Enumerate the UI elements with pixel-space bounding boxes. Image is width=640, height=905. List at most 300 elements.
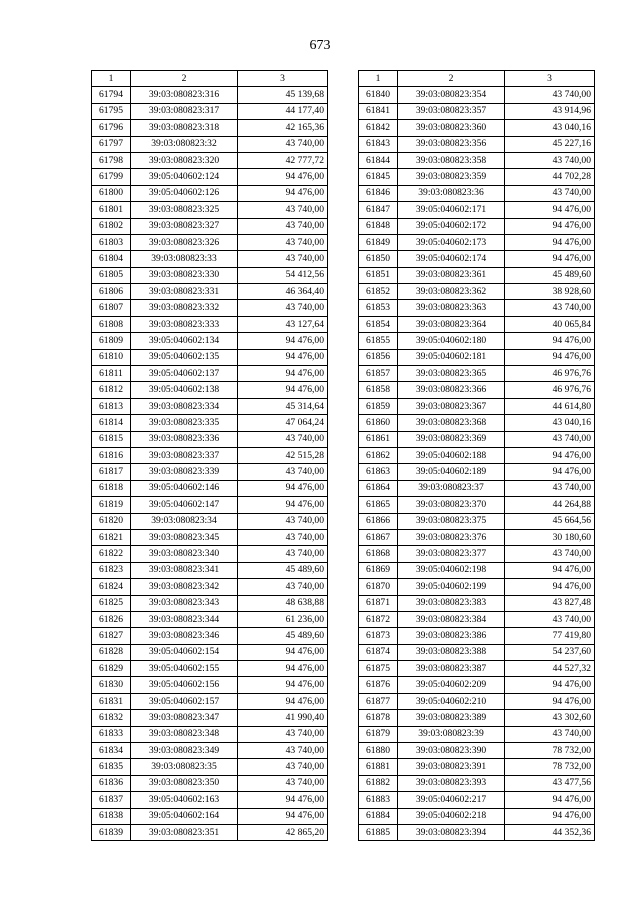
cadastral-number-cell: 39:03:080823:343 [131, 595, 238, 611]
table-row [359, 349, 595, 365]
table-row [92, 677, 328, 693]
value-cell: 43 740,00 [505, 185, 595, 201]
row-number-cell: 61802 [92, 218, 131, 234]
row-number-cell: 61831 [92, 693, 131, 709]
cadastral-number-cell: 39:03:080823:332 [131, 300, 238, 316]
value-cell: 38 928,60 [505, 284, 595, 300]
table-row [92, 120, 328, 136]
value-cell: 43 740,00 [505, 480, 595, 496]
table-row [359, 661, 595, 677]
table-row [359, 562, 595, 578]
value-cell: 78 732,00 [505, 743, 595, 759]
value-cell: 43 914,96 [505, 103, 595, 119]
header-col-2: 2 [131, 71, 238, 87]
table-row [359, 234, 595, 250]
row-number-cell: 61874 [359, 644, 398, 660]
table-row [92, 513, 328, 529]
header-col-2: 2 [398, 71, 505, 87]
value-cell: 94 476,00 [505, 333, 595, 349]
table-header-row [92, 71, 328, 87]
cadastral-number-cell: 39:03:080823:368 [398, 415, 505, 431]
value-cell: 94 476,00 [505, 693, 595, 709]
table-row [92, 464, 328, 480]
cadastral-number-cell: 39:05:040602:199 [398, 579, 505, 595]
value-cell: 94 476,00 [238, 661, 328, 677]
value-cell: 43 740,00 [505, 152, 595, 168]
cadastral-number-cell: 39:05:040602:156 [131, 677, 238, 693]
value-cell: 94 476,00 [238, 366, 328, 382]
row-number-cell: 61825 [92, 595, 131, 611]
row-number-cell: 61844 [359, 152, 398, 168]
value-cell: 43 740,00 [505, 611, 595, 627]
row-number-cell: 61797 [92, 136, 131, 152]
row-number-cell: 61864 [359, 480, 398, 496]
value-cell: 94 476,00 [505, 562, 595, 578]
row-number-cell: 61860 [359, 415, 398, 431]
value-cell: 94 476,00 [505, 464, 595, 480]
table-row [92, 284, 328, 300]
table-row [92, 382, 328, 398]
row-number-cell: 61822 [92, 546, 131, 562]
table-row [92, 628, 328, 644]
cadastral-number-cell: 39:03:080823:369 [398, 431, 505, 447]
cadastral-number-cell: 39:03:080823:340 [131, 546, 238, 562]
table-row [359, 447, 595, 463]
value-cell: 44 352,36 [505, 824, 595, 840]
table-row [359, 316, 595, 332]
cadastral-number-cell: 39:03:080823:394 [398, 824, 505, 840]
table-row [92, 824, 328, 840]
row-number-cell: 61809 [92, 333, 131, 349]
value-cell: 43 740,00 [238, 464, 328, 480]
cadastral-number-cell: 39:03:080823:331 [131, 284, 238, 300]
table-row [92, 349, 328, 365]
table-row [92, 415, 328, 431]
value-cell: 47 064,24 [238, 415, 328, 431]
cadastral-number-cell: 39:03:080823:390 [398, 743, 505, 759]
row-number-cell: 61817 [92, 464, 131, 480]
table-row [92, 185, 328, 201]
value-cell: 43 040,16 [505, 120, 595, 136]
row-number-cell: 61810 [92, 349, 131, 365]
table-row [359, 202, 595, 218]
row-number-cell: 61828 [92, 644, 131, 660]
cadastral-number-cell: 39:05:040602:147 [131, 497, 238, 513]
table-row [359, 497, 595, 513]
value-cell: 42 515,28 [238, 447, 328, 463]
table-row [92, 710, 328, 726]
cadastral-number-cell: 39:03:080823:39 [398, 726, 505, 742]
value-cell: 43 740,00 [238, 251, 328, 267]
cadastral-number-cell: 39:03:080823:33 [131, 251, 238, 267]
value-cell: 46 364,40 [238, 284, 328, 300]
value-cell: 40 065,84 [505, 316, 595, 332]
cadastral-number-cell: 39:05:040602:172 [398, 218, 505, 234]
cadastral-number-cell: 39:05:040602:135 [131, 349, 238, 365]
value-cell: 46 976,76 [505, 382, 595, 398]
table-row [359, 169, 595, 185]
row-number-cell: 61861 [359, 431, 398, 447]
row-number-cell: 61878 [359, 710, 398, 726]
row-number-cell: 61845 [359, 169, 398, 185]
row-number-cell: 61859 [359, 398, 398, 414]
table-row [359, 611, 595, 627]
value-cell: 43 740,00 [505, 431, 595, 447]
table-row [92, 562, 328, 578]
value-cell: 44 614,80 [505, 398, 595, 414]
value-cell: 94 476,00 [238, 349, 328, 365]
cadastral-number-cell: 39:03:080823:318 [131, 120, 238, 136]
table-row [359, 464, 595, 480]
row-number-cell: 61804 [92, 251, 131, 267]
value-cell: 46 976,76 [505, 366, 595, 382]
table-row [92, 480, 328, 496]
table-row [359, 120, 595, 136]
row-number-cell: 61837 [92, 792, 131, 808]
cadastral-number-cell: 39:03:080823:388 [398, 644, 505, 660]
table-row [92, 87, 328, 103]
row-number-cell: 61840 [359, 87, 398, 103]
table-row [359, 775, 595, 791]
cadastral-number-cell: 39:03:080823:339 [131, 464, 238, 480]
row-number-cell: 61863 [359, 464, 398, 480]
value-cell: 44 177,40 [238, 103, 328, 119]
cadastral-number-cell: 39:03:080823:32 [131, 136, 238, 152]
table-row [359, 628, 595, 644]
row-number-cell: 61872 [359, 611, 398, 627]
cadastral-number-cell: 39:03:080823:335 [131, 415, 238, 431]
table-row [92, 169, 328, 185]
table-row [92, 497, 328, 513]
cadastral-number-cell: 39:05:040602:181 [398, 349, 505, 365]
table-row [92, 103, 328, 119]
row-number-cell: 61842 [359, 120, 398, 136]
cadastral-number-cell: 39:05:040602:174 [398, 251, 505, 267]
row-number-cell: 61882 [359, 775, 398, 791]
cadastral-number-cell: 39:05:040602:137 [131, 366, 238, 382]
cadastral-number-cell: 39:03:080823:330 [131, 267, 238, 283]
cadastral-number-cell: 39:03:080823:387 [398, 661, 505, 677]
row-number-cell: 61847 [359, 202, 398, 218]
cadastral-number-cell: 39:03:080823:345 [131, 529, 238, 545]
value-cell: 94 476,00 [505, 792, 595, 808]
table-row [359, 136, 595, 152]
value-cell: 94 476,00 [238, 644, 328, 660]
cadastral-number-cell: 39:03:080823:341 [131, 562, 238, 578]
value-cell: 45 489,60 [238, 562, 328, 578]
row-number-cell: 61848 [359, 218, 398, 234]
table-row [92, 333, 328, 349]
cadastral-number-cell: 39:03:080823:354 [398, 87, 505, 103]
cadastral-number-cell: 39:03:080823:364 [398, 316, 505, 332]
cadastral-number-cell: 39:03:080823:316 [131, 87, 238, 103]
row-number-cell: 61855 [359, 333, 398, 349]
cadastral-number-cell: 39:03:080823:336 [131, 431, 238, 447]
cadastral-number-cell: 39:03:080823:363 [398, 300, 505, 316]
row-number-cell: 61881 [359, 759, 398, 775]
value-cell: 94 476,00 [238, 677, 328, 693]
cadastral-number-cell: 39:03:080823:36 [398, 185, 505, 201]
table-row [359, 595, 595, 611]
value-cell: 94 476,00 [238, 185, 328, 201]
value-cell: 44 527,32 [505, 661, 595, 677]
row-number-cell: 61832 [92, 710, 131, 726]
cadastral-number-cell: 39:05:040602:164 [131, 808, 238, 824]
table-row [359, 366, 595, 382]
table-header-row [359, 71, 595, 87]
row-number-cell: 61854 [359, 316, 398, 332]
value-cell: 30 180,60 [505, 529, 595, 545]
value-cell: 94 476,00 [505, 234, 595, 250]
row-number-cell: 61827 [92, 628, 131, 644]
row-number-cell: 61805 [92, 267, 131, 283]
row-number-cell: 61846 [359, 185, 398, 201]
value-cell: 43 827,48 [505, 595, 595, 611]
row-number-cell: 61858 [359, 382, 398, 398]
cadastral-number-cell: 39:03:080823:327 [131, 218, 238, 234]
value-cell: 43 740,00 [238, 431, 328, 447]
table-row [359, 87, 595, 103]
value-cell: 94 476,00 [238, 693, 328, 709]
value-cell: 94 476,00 [238, 169, 328, 185]
row-number-cell: 61876 [359, 677, 398, 693]
value-cell: 94 476,00 [238, 480, 328, 496]
row-number-cell: 61826 [92, 611, 131, 627]
cadastral-number-cell: 39:05:040602:163 [131, 792, 238, 808]
table-row [359, 284, 595, 300]
table-row [92, 743, 328, 759]
table-row [92, 447, 328, 463]
table-row [92, 644, 328, 660]
value-cell: 43 740,00 [505, 546, 595, 562]
cadastral-number-cell: 39:03:080823:362 [398, 284, 505, 300]
table-row [92, 579, 328, 595]
table-row [92, 595, 328, 611]
value-cell: 77 419,80 [505, 628, 595, 644]
table-row [92, 611, 328, 627]
row-number-cell: 61843 [359, 136, 398, 152]
cadastral-number-cell: 39:05:040602:138 [131, 382, 238, 398]
row-number-cell: 61841 [359, 103, 398, 119]
cadastral-number-cell: 39:03:080823:344 [131, 611, 238, 627]
row-number-cell: 61856 [359, 349, 398, 365]
value-cell: 45 227,16 [505, 136, 595, 152]
table-row [359, 218, 595, 234]
value-cell: 94 476,00 [505, 218, 595, 234]
cadastral-number-cell: 39:03:080823:333 [131, 316, 238, 332]
cadastral-number-cell: 39:05:040602:173 [398, 234, 505, 250]
row-number-cell: 61873 [359, 628, 398, 644]
cadastral-number-cell: 39:05:040602:134 [131, 333, 238, 349]
row-number-cell: 61849 [359, 234, 398, 250]
row-number-cell: 61824 [92, 579, 131, 595]
cadastral-number-cell: 39:03:080823:351 [131, 824, 238, 840]
value-cell: 43 740,00 [238, 579, 328, 595]
cadastral-number-cell: 39:03:080823:366 [398, 382, 505, 398]
cadastral-number-cell: 39:03:080823:361 [398, 267, 505, 283]
row-number-cell: 61818 [92, 480, 131, 496]
cadastral-number-cell: 39:03:080823:34 [131, 513, 238, 529]
table-row [359, 185, 595, 201]
value-cell: 94 476,00 [505, 251, 595, 267]
row-number-cell: 61821 [92, 529, 131, 545]
value-cell: 43 040,16 [505, 415, 595, 431]
row-number-cell: 61868 [359, 546, 398, 562]
cadastral-number-cell: 39:05:040602:180 [398, 333, 505, 349]
table-row [92, 546, 328, 562]
cadastral-number-cell: 39:05:040602:217 [398, 792, 505, 808]
row-number-cell: 61865 [359, 497, 398, 513]
row-number-cell: 61819 [92, 497, 131, 513]
table-row [92, 316, 328, 332]
value-cell: 45 489,60 [238, 628, 328, 644]
row-number-cell: 61799 [92, 169, 131, 185]
cadastral-number-cell: 39:05:040602:189 [398, 464, 505, 480]
value-cell: 43 740,00 [238, 529, 328, 545]
value-cell: 94 476,00 [505, 677, 595, 693]
value-cell: 43 740,00 [238, 202, 328, 218]
row-number-cell: 61871 [359, 595, 398, 611]
value-cell: 94 476,00 [505, 808, 595, 824]
table-row [359, 824, 595, 840]
row-number-cell: 61829 [92, 661, 131, 677]
row-number-cell: 61808 [92, 316, 131, 332]
row-number-cell: 61795 [92, 103, 131, 119]
cadastral-number-cell: 39:05:040602:157 [131, 693, 238, 709]
table-row [359, 415, 595, 431]
row-number-cell: 61875 [359, 661, 398, 677]
cadastral-number-cell: 39:03:080823:375 [398, 513, 505, 529]
table-row [359, 579, 595, 595]
row-number-cell: 61820 [92, 513, 131, 529]
table-row [92, 775, 328, 791]
table-body-right [359, 87, 595, 841]
table-row [92, 431, 328, 447]
row-number-cell: 61813 [92, 398, 131, 414]
table-row [359, 759, 595, 775]
table-row [359, 743, 595, 759]
row-number-cell: 61803 [92, 234, 131, 250]
table-row [359, 808, 595, 824]
value-cell: 43 740,00 [238, 775, 328, 791]
cadastral-number-cell: 39:03:080823:337 [131, 447, 238, 463]
value-cell: 43 302,60 [505, 710, 595, 726]
table-row [92, 529, 328, 545]
row-number-cell: 61851 [359, 267, 398, 283]
row-number-cell: 61838 [92, 808, 131, 824]
row-number-cell: 61807 [92, 300, 131, 316]
row-number-cell: 61839 [92, 824, 131, 840]
row-number-cell: 61883 [359, 792, 398, 808]
cadastral-number-cell: 39:03:080823:360 [398, 120, 505, 136]
row-number-cell: 61862 [359, 447, 398, 463]
table-body-left [92, 87, 328, 841]
value-cell: 43 740,00 [238, 546, 328, 562]
row-number-cell: 61800 [92, 185, 131, 201]
row-number-cell: 61866 [359, 513, 398, 529]
cadastral-number-cell: 39:03:080823:37 [398, 480, 505, 496]
table-row [92, 218, 328, 234]
value-cell: 43 127,64 [238, 316, 328, 332]
row-number-cell: 61823 [92, 562, 131, 578]
table-row [92, 808, 328, 824]
value-cell: 54 412,56 [238, 267, 328, 283]
value-cell: 42 165,36 [238, 120, 328, 136]
cadastral-number-cell: 39:03:080823:358 [398, 152, 505, 168]
cadastral-number-cell: 39:03:080823:376 [398, 529, 505, 545]
cadastral-number-cell: 39:03:080823:393 [398, 775, 505, 791]
value-cell: 48 638,88 [238, 595, 328, 611]
row-number-cell: 61794 [92, 87, 131, 103]
table-row [92, 251, 328, 267]
table-row [359, 710, 595, 726]
row-number-cell: 61867 [359, 529, 398, 545]
table-row [92, 726, 328, 742]
value-cell: 43 740,00 [238, 300, 328, 316]
table-row [92, 366, 328, 382]
value-cell: 94 476,00 [505, 579, 595, 595]
value-cell: 45 489,60 [505, 267, 595, 283]
cadastral-number-cell: 39:03:080823:357 [398, 103, 505, 119]
value-cell: 43 740,00 [505, 87, 595, 103]
value-cell: 43 477,56 [505, 775, 595, 791]
value-cell: 43 740,00 [238, 726, 328, 742]
row-number-cell: 61885 [359, 824, 398, 840]
table-row [359, 529, 595, 545]
row-number-cell: 61870 [359, 579, 398, 595]
table-row [359, 251, 595, 267]
row-number-cell: 61816 [92, 447, 131, 463]
row-number-cell: 61815 [92, 431, 131, 447]
value-cell: 43 740,00 [238, 234, 328, 250]
header-col-1: 1 [92, 71, 131, 87]
table-row [92, 300, 328, 316]
value-cell: 94 476,00 [505, 202, 595, 218]
row-number-cell: 61812 [92, 382, 131, 398]
value-cell: 44 264,88 [505, 497, 595, 513]
table-row [359, 513, 595, 529]
cadastral-number-cell: 39:05:040602:154 [131, 644, 238, 660]
cadastral-number-cell: 39:03:080823:365 [398, 366, 505, 382]
value-cell: 44 702,28 [505, 169, 595, 185]
page-number: 673 [309, 38, 331, 53]
cadastral-number-cell: 39:05:040602:218 [398, 808, 505, 824]
cadastral-number-cell: 39:03:080823:35 [131, 759, 238, 775]
value-cell: 43 740,00 [505, 726, 595, 742]
row-number-cell: 61850 [359, 251, 398, 267]
table-row [359, 300, 595, 316]
header-col-1: 1 [359, 71, 398, 87]
cadastral-number-cell: 39:05:040602:198 [398, 562, 505, 578]
cadastral-number-cell: 39:05:040602:188 [398, 447, 505, 463]
cadastral-number-cell: 39:05:040602:124 [131, 169, 238, 185]
register-table-left [91, 70, 328, 841]
cadastral-number-cell: 39:03:080823:348 [131, 726, 238, 742]
cadastral-number-cell: 39:05:040602:171 [398, 202, 505, 218]
cadastral-number-cell: 39:03:080823:384 [398, 611, 505, 627]
cadastral-number-cell: 39:03:080823:383 [398, 595, 505, 611]
row-number-cell: 61852 [359, 284, 398, 300]
row-number-cell: 61836 [92, 775, 131, 791]
cadastral-number-cell: 39:03:080823:367 [398, 398, 505, 414]
value-cell: 43 740,00 [238, 136, 328, 152]
table-row [359, 333, 595, 349]
value-cell: 43 740,00 [505, 300, 595, 316]
table-row [359, 644, 595, 660]
cadastral-number-cell: 39:03:080823:356 [398, 136, 505, 152]
row-number-cell: 61798 [92, 152, 131, 168]
row-number-cell: 61796 [92, 120, 131, 136]
